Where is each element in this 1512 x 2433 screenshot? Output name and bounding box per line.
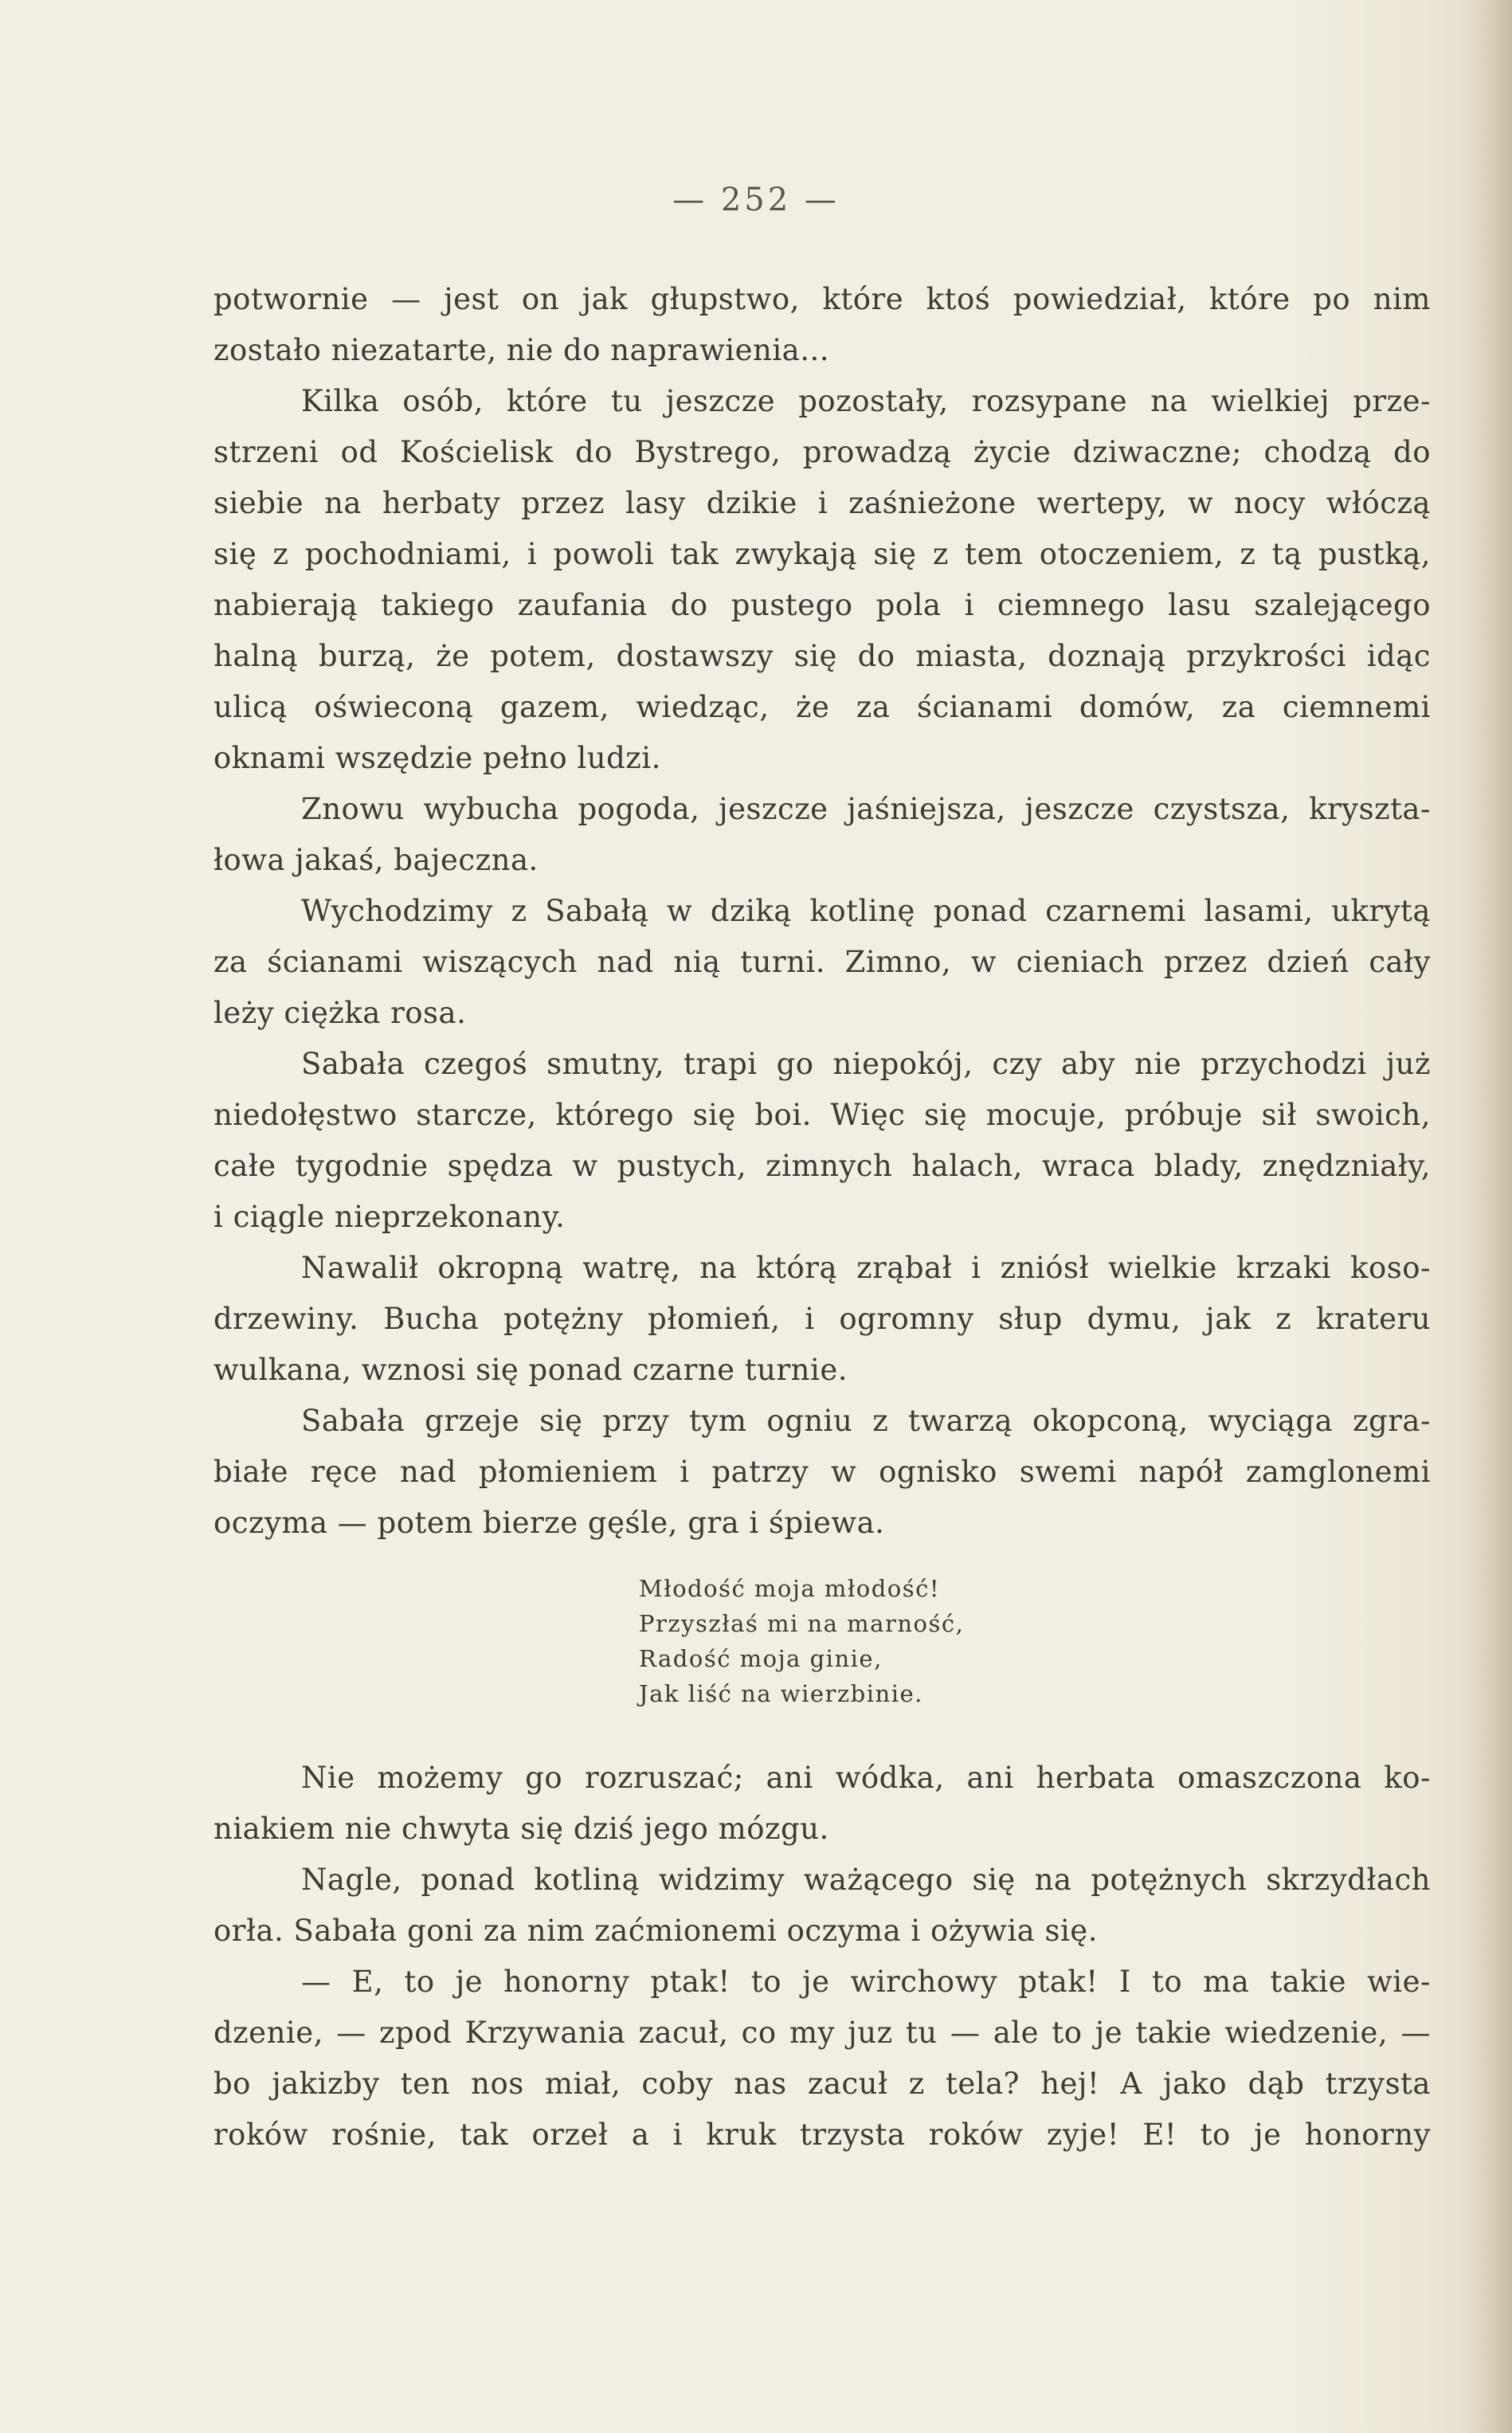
text-line: leży ciężka rosa.: [213, 996, 467, 1030]
text-line: dzenie, — zpod Krzywania zacuł, co my juz tu — ale to je takie wiedzenie, —: [213, 2016, 1431, 2050]
text-line: za ścianami wiszących nad nią turni. Zimno, w cieniach przez dzień cały: [213, 945, 1431, 979]
text-line: Wychodzimy z Sabałą w dziką kotlinę ponad czarnemi lasami, ukrytą: [301, 894, 1431, 928]
text-line: całe tygodnie spędza w pustych, zimnych halach, wraca blady, znędzniały,: [213, 1149, 1431, 1183]
text-line: niakiem nie chwyta się dziś jego mózgu.: [213, 1812, 829, 1846]
text-line: orła. Sabała goni za nim zaćmionemi oczyma i ożywia się.: [213, 1914, 1098, 1948]
text-line: — E, to je honorny ptak! to je wirchowy ptak! I to ma takie wie-: [301, 1965, 1431, 1999]
text-line: białe ręce nad płomieniem i patrzy w ognisko swemi napół zamglonemi: [213, 1455, 1431, 1489]
text-line: ulicą oświeconą gazem, wiedząc, że za ścianami domów, za ciemnemi: [213, 690, 1431, 724]
text-line: potwornie — jest on jak głupstwo, które ktoś powiedział, które po nim: [213, 282, 1431, 316]
text-line: Nawalił okropną watrę, na którą zrąbał i zniósł wielkie krzaki koso-: [301, 1251, 1431, 1285]
text-line: Sabała grzeje się przy tym ogniu z twarzą okopconą, wyciąga zgra-: [301, 1404, 1431, 1438]
text-line: Kilka osób, które tu jeszcze pozostały, rozsypane na wielkiej prze-: [301, 384, 1431, 418]
verse-line: Młodość moja młodość!: [639, 1575, 941, 1602]
verse-line: Radość moja ginie,: [639, 1645, 883, 1672]
verse-line: Przyszłaś mi na marność,: [639, 1610, 965, 1637]
text-line: łowa jakaś, bajeczna.: [213, 843, 539, 877]
page-number: — 252 —: [672, 182, 840, 218]
text-line: oczyma — potem bierze gęśle, gra i śpiewa.: [213, 1506, 885, 1540]
text-line: roków rośnie, tak orzeł a i kruk trzysta roków zyje! E! to je honorny: [213, 2118, 1431, 2152]
text-line: się z pochodniami, i powoli tak zwykają się z tem otoczeniem, z tą pustką,: [213, 537, 1431, 571]
text-line: Nagle, ponad kotliną widzimy ważącego się na potężnych skrzydłach: [301, 1863, 1431, 1897]
text-line: bo jakizby ten nos miał, coby nas zacuł z tela? hej! A jako dąb trzysta: [213, 2067, 1431, 2101]
text-line: zostało niezatarte, nie do naprawienia...: [213, 333, 830, 367]
verse-line: Jak liść na wierzbinie.: [639, 1680, 923, 1707]
text-line: Nie możemy go rozruszać; ani wódka, ani herbata omaszczona ko-: [301, 1761, 1431, 1795]
text-line: drzewiny. Bucha potężny płomień, i ogromny słup dymu, jak z krateru: [213, 1302, 1431, 1336]
text-line: i ciągle nieprzekonany.: [213, 1200, 566, 1234]
page-spine-shadow: [1464, 0, 1512, 2433]
text-line: oknami wszędzie pełno ludzi.: [213, 741, 661, 775]
text-line: Sabała czegoś smutny, trapi go niepokój, czy aby nie przychodzi już: [301, 1047, 1431, 1081]
text-line: nabierają takiego zaufania do pustego pola i ciemnego lasu szalejącego: [213, 588, 1431, 622]
text-line: siebie na herbaty przez lasy dzikie i zaśnieżone wertepy, w nocy włóczą: [213, 486, 1431, 520]
main-text-top: [213, 274, 1431, 1549]
text-line: strzeni od Kościelisk do Bystrego, prowadzą życie dziwaczne; chodzą do: [213, 435, 1431, 469]
text-line: Znowu wybucha pogoda, jeszcze jaśniejsza, jeszcze czystsza, kryszta-: [301, 792, 1431, 826]
text-line: wulkana, wznosi się ponad czarne turnie.: [213, 1353, 848, 1387]
text-line: halną burzą, że potem, dostawszy się do miasta, doznają przykrości idąc: [213, 639, 1431, 673]
song-verse: [639, 1571, 1117, 1711]
text-line: niedołęstwo starcze, którego się boi. Więc się mocuje, próbuje sił swoich,: [213, 1098, 1431, 1132]
main-text-bottom: [213, 1753, 1431, 2161]
